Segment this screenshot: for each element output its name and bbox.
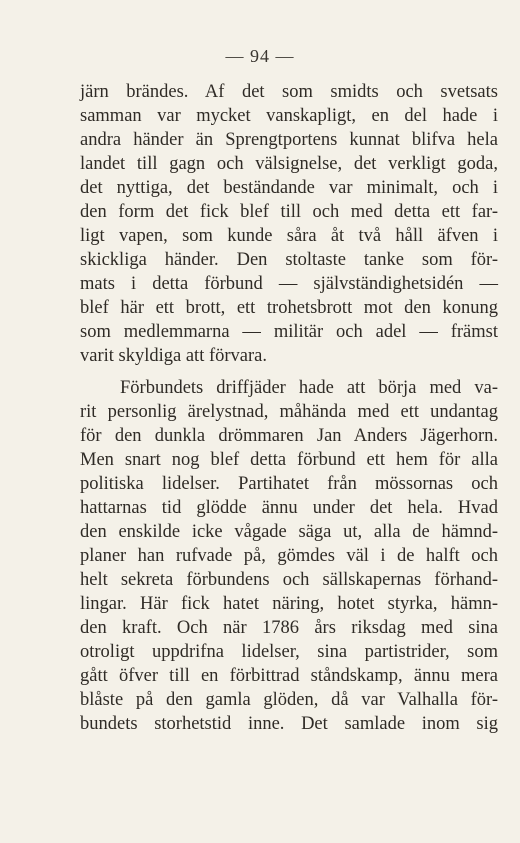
- text-line: landet till gagn och välsignelse, det verkligt goda,: [80, 154, 498, 174]
- text-line: ligt vapen, som kunde såra åt två håll äfven i: [80, 226, 498, 246]
- page-number: — 94 —: [225, 46, 295, 66]
- text-line: blåste på den gamla glöden, då var Valhalla för-: [80, 690, 498, 710]
- text-line: varit skyldiga att förvara.: [80, 346, 267, 366]
- text-line: helt sekreta förbundens och sällskapernas förhand-: [80, 570, 498, 590]
- text-line: hattarnas tid glödde ännu under det hela. Hvad: [80, 498, 498, 518]
- text-line: för den dunkla drömmaren Jan Anders Jägerhorn.: [80, 426, 498, 446]
- text-line: den form det fick blef till och med detta ett far-: [80, 202, 498, 222]
- text-line: planer han rufvade på, gömdes väl i de halft och: [80, 546, 498, 566]
- text-line: Men snart nog blef detta förbund ett hem för alla: [80, 450, 498, 470]
- text-line: politiska lidelser. Partihatet från mössornas och: [80, 474, 498, 494]
- text-line: rit personlig ärelystnad, måhända med ett undantag: [80, 402, 498, 422]
- paragraph-first-line: Förbundets driffjäder hade att börja med va-: [120, 378, 498, 398]
- text-line: den enskilde icke vågade säga ut, alla de hämnd-: [80, 522, 498, 542]
- text-line: järn brändes. Af det som smidts och svetsats: [80, 82, 498, 102]
- text-line: som medlemmarna — militär och adel — främst: [80, 322, 498, 342]
- text-line: bundets storhetstid inne. Det samlade inom sig: [80, 714, 498, 734]
- text-line: otroligt uppdrifna lidelser, sina partistrider, som: [80, 642, 498, 662]
- text-line: mats i detta förbund — självständighetsidén —: [80, 274, 498, 294]
- text-line: lingar. Här fick hatet näring, hotet styrka, hämn-: [80, 594, 498, 614]
- text-line: den kraft. Och när 1786 års riksdag med sina: [80, 618, 498, 638]
- text-line: blef här ett brott, ett trohetsbrott mot den konung: [80, 298, 498, 318]
- text-line: det nyttiga, det beständande var minimalt, och i: [80, 178, 498, 198]
- text-line: gått öfver till en förbittrad ståndskamp, ännu mera: [80, 666, 498, 686]
- text-line: skickliga händer. Den stoltaste tanke som för-: [80, 250, 498, 270]
- text-line: samman var mycket vanskapligt, en del hade i: [80, 106, 498, 126]
- text-line: andra händer än Sprengtportens kunnat blifva hela: [80, 130, 498, 150]
